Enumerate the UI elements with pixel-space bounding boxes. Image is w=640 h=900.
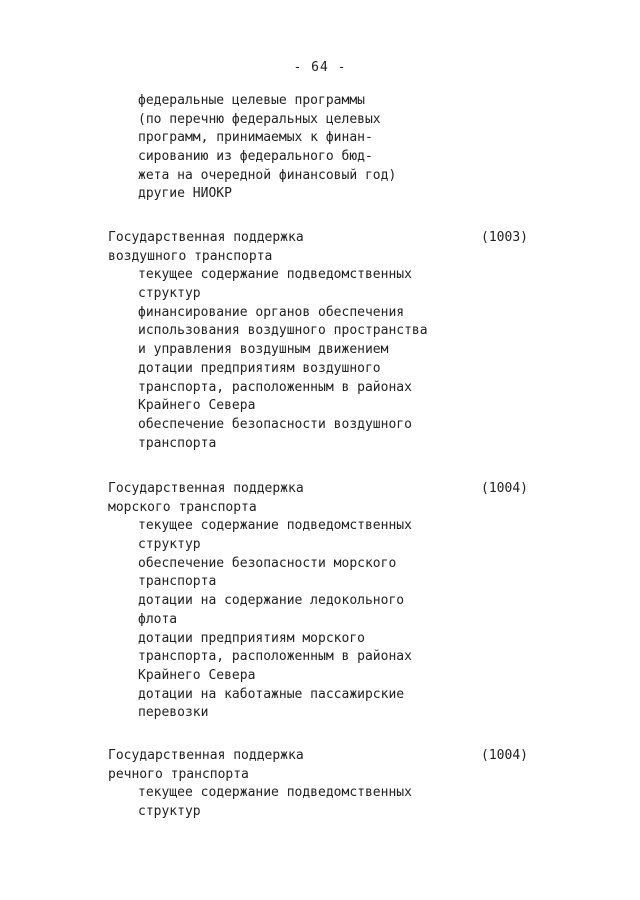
section-item: дотации на содержание ледокольного <box>138 593 405 609</box>
section-item: дотации на каботажные пассажирские <box>138 686 405 702</box>
section-item: использования воздушного пространства <box>138 323 428 339</box>
section-sea-transport <box>108 480 528 723</box>
intro-line: (по перечню федеральных целевых <box>138 111 381 127</box>
section-item: структур <box>138 286 201 302</box>
section-item: и управления воздушным движением <box>138 342 389 358</box>
intro-line: федеральные целевые программы <box>138 93 365 108</box>
section-item: дотации предприятиям морского <box>138 630 365 646</box>
section-river-transport <box>108 747 528 822</box>
intro-line: программ, принимаемых к финан- <box>138 130 373 146</box>
section-heading: Государственная поддержка <box>108 481 304 496</box>
section-item: текущее содержание подведомственных <box>138 518 412 534</box>
section-item: обеспечение безопасности морского <box>138 555 397 571</box>
section-item: обеспечение безопасности воздушного <box>138 416 412 432</box>
section-code: (1004) <box>481 481 528 496</box>
section-item: финансирование органов обеспечения <box>138 304 405 320</box>
section-item: текущее содержание подведомственных <box>138 267 412 283</box>
section-item: транспорта <box>138 574 217 590</box>
section-code: (1004) <box>481 748 528 763</box>
section-heading: речного транспорта <box>108 766 249 782</box>
section-item: Крайнего Севера <box>138 667 256 683</box>
section-item: текущее содержание подведомственных <box>138 785 412 801</box>
section-item: дотации предприятиям воздушного <box>138 360 381 376</box>
section-item: транспорта, расположенным в районах <box>138 379 412 395</box>
intro-line: сированию из федерального бюд- <box>138 149 373 165</box>
section-code: (1003) <box>481 230 528 245</box>
intro-line: жета на очередной финансовый год) <box>138 167 397 183</box>
intro-line: другие НИОКР <box>138 186 232 202</box>
section-heading: воздушного транспорта <box>108 248 273 264</box>
section-heading: Государственная поддержка <box>108 748 304 763</box>
section-item: перевозки <box>138 705 209 721</box>
section-heading: морского транспорта <box>108 499 257 515</box>
page-number: - 64 - <box>293 60 347 75</box>
intro-block <box>108 92 528 204</box>
section-heading: Государственная поддержка <box>108 230 304 245</box>
section-item: транспорта <box>138 435 217 451</box>
section-air-transport <box>108 229 528 453</box>
section-item: структур <box>138 537 201 553</box>
section-item: транспорта, расположенным в районах <box>138 649 412 665</box>
section-item: Крайнего Севера <box>138 398 256 414</box>
section-item: флота <box>138 611 178 627</box>
section-item: структур <box>138 804 201 820</box>
